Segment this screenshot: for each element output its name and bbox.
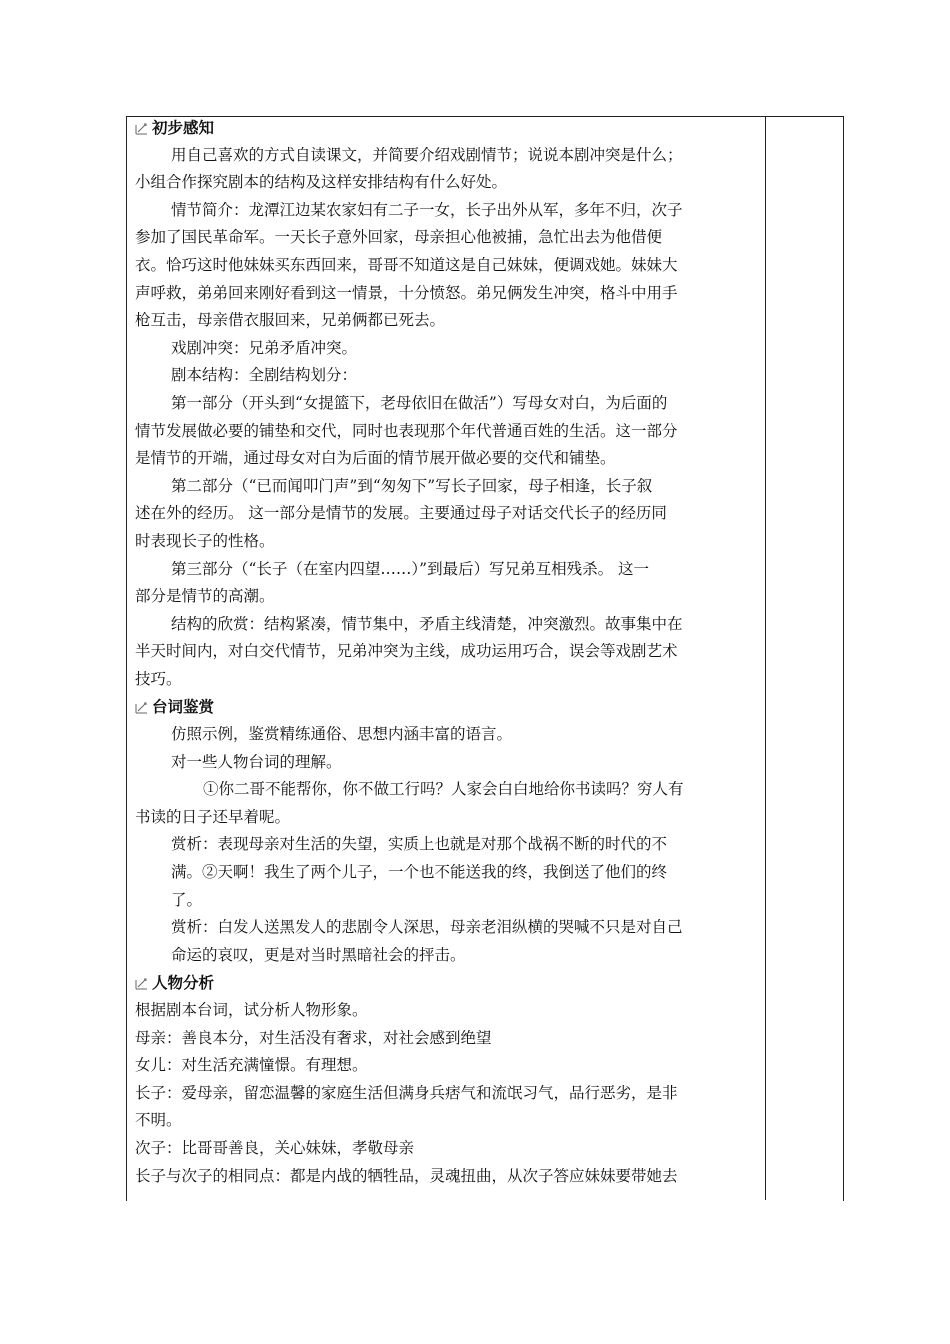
paragraph-line: 第一部分（开头到“女提篮下，老母依旧在做活”）写母女对白，为后面的	[171, 393, 668, 412]
paragraph-line: 对一些人物台词的理解。	[171, 752, 342, 771]
section-heading-character-analysis	[135, 969, 735, 997]
paragraph-line: 不明。	[135, 1111, 182, 1130]
paragraph-line: 是情节的开端，通过母女对白为后面的情节展开做必要的交代和铺垫。	[135, 449, 616, 468]
content-cell	[135, 114, 735, 1190]
paragraph-line: 参加了国民革命军。一天长子意外回家，母亲担心他被捕，急忙出去为他借便	[135, 228, 663, 247]
paragraph-line: 第二部分（“已而闻叩门声”到“匆匆下”写长子回家，母子相逢，长子叙	[171, 476, 653, 495]
paragraph-line: 根据剧本台词，试分析人物形象。	[135, 1001, 368, 1019]
section-heading-line-appreciation	[135, 693, 735, 721]
table-column-divider	[765, 116, 766, 1200]
paragraph-line: 枪互击，母亲借衣服回来，兄弟俩都已死去。	[135, 311, 446, 330]
paragraph-line: 女儿：对生活充满憧憬。有理想。	[135, 1056, 368, 1075]
paragraph-line: 声呼救，弟弟回来刚好看到这一情景，十分愤怒。弟兄俩发生冲突，格斗中用手	[135, 283, 678, 302]
paragraph-line: 长子：爱母亲，留恋温馨的家庭生活但满身兵痞气和流氓习气，品行恶劣，是非	[135, 1083, 678, 1102]
paragraph-line: 了。	[171, 890, 203, 909]
paragraph-line: 满。②天啊！我生了两个儿子，一个也不能送我的终，我倒送了他们的终	[171, 863, 668, 882]
paragraph-line: 剧本结构：全剧结构划分：	[171, 366, 358, 385]
pencil-note-icon	[135, 976, 149, 990]
paragraph-line: 次子：比哥哥善良，关心妹妹，孝敬母亲	[135, 1138, 415, 1157]
paragraph-line: 时表现长子的性格。	[135, 531, 275, 550]
paragraph-line: 戏剧冲突：兄弟矛盾冲突。	[171, 338, 358, 357]
paragraph-line: 命运的哀叹，更是对当时黑暗社会的抨击。	[171, 945, 466, 964]
paragraph-line: 赏析：白发人送黑发人的悲剧令人深思，母亲老泪纵横的哭喊不只是对自己	[171, 918, 683, 937]
section-heading-initial-perception	[135, 114, 735, 142]
paragraph-line: 书读的日子还早着呢。	[135, 807, 291, 826]
paragraph-line: 技巧。	[135, 669, 182, 688]
pencil-note-icon	[135, 700, 149, 714]
paragraph-line: 结构的欣赏：结构紧凑，情节集中，矛盾主线清楚，冲突激烈。故事集中在	[171, 614, 683, 633]
paragraph-line: 母亲：善良本分，对生活没有奢求，对社会感到绝望	[135, 1028, 492, 1047]
paragraph-line: 部分是情节的高潮。	[135, 587, 275, 606]
paragraph-line: 小组合作探究剧本的结构及这样安排结构有什么好处。	[135, 173, 508, 192]
paragraph-line: 长子与次子的相同点：都是内战的牺牲品，灵魂扭曲，从次子答应妹妹要带她去	[135, 1166, 678, 1185]
paragraph-line: 半天时间内，对白交代情节，兄弟冲突为主线，成功运用巧合，误会等戏剧艺术	[135, 642, 678, 661]
paragraph-line: 赏析：表现母亲对生活的失望，实质上也就是对那个战祸不断的时代的不	[171, 835, 668, 854]
section-heading-text: 台词鉴赏	[152, 697, 215, 717]
pencil-note-icon	[135, 121, 149, 135]
paragraph-line: 用自己喜欢的方式自读课文，并简要介绍戏剧情节；说说本剧冲突是什么；	[171, 145, 683, 164]
paragraph-line: 情节发展做必要的铺垫和交代，同时也表现那个年代普通百姓的生活。这一部分	[135, 421, 678, 440]
section-heading-text: 初步感知	[152, 118, 215, 137]
paragraph-line: 仿照示例，鉴赏精练通俗、思想内涵丰富的语言。	[171, 725, 513, 744]
paragraph-line: 第三部分（“长子（在室内四望……）”到最后）写兄弟互相残杀。 这一	[171, 559, 650, 578]
paragraph-line: 述在外的经历。 这一部分是情节的发展。主要通过母子对话交代长子的经历同	[135, 504, 667, 523]
paragraph-line: 情节简介：龙潭江边某农家妇有二子一女，长子出外从军，多年不归，次子	[171, 200, 683, 219]
paragraph-line: 衣。恰巧这时他妹妹买东西回来，哥哥不知道这是自己妹妹，便调戏她。妹妹大	[135, 255, 678, 274]
paragraph-line: ①你二哥不能帮你，你不做工行吗？人家会白白地给你书读吗？穷人有	[203, 780, 684, 799]
section-heading-text: 人物分析	[152, 973, 215, 993]
